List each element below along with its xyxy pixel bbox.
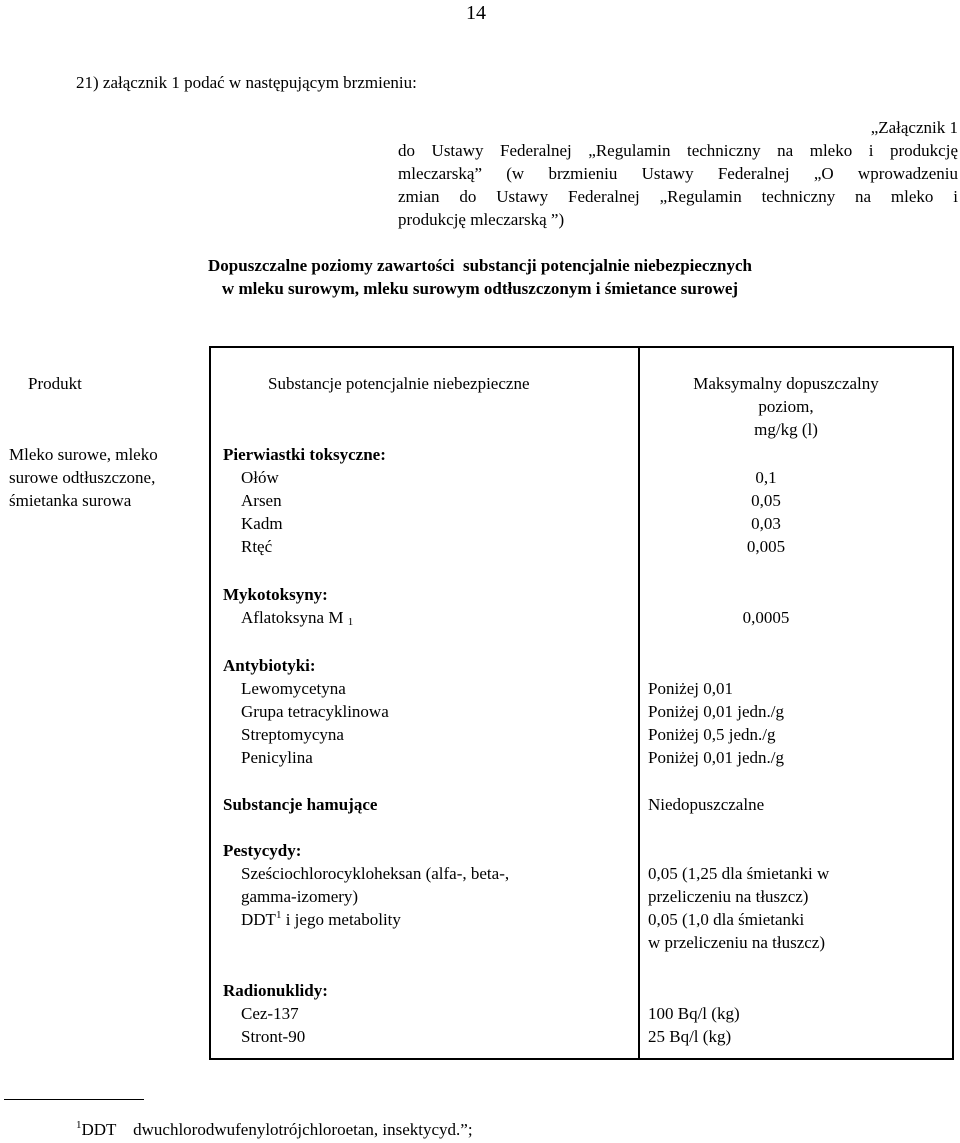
limit-value: Niedopuszczalne — [648, 795, 765, 814]
limit-value: 25 Bq/l (kg) — [648, 1027, 732, 1046]
substance-name: Streptomycyna — [241, 725, 344, 744]
substance-name: Sześciochlorocykloheksan (alfa-, beta-, — [241, 864, 510, 883]
header-max-level — [642, 372, 930, 441]
title-line: Dopuszczalne poziomy zawartości substancji potencjalnie niebezpiecznych — [208, 256, 752, 275]
limit-value: 0,005 — [746, 537, 786, 556]
page-number: 14 — [466, 2, 486, 24]
header-substances: Substancje potencjalnie niebezpieczne — [268, 374, 530, 393]
product-line: Mleko surowe, mleko — [9, 445, 158, 464]
substance-name: Aflatoksyna M $_1$ — [241, 608, 354, 628]
table-border-top — [209, 346, 954, 348]
product-line: śmietanka surowa — [9, 491, 132, 510]
substance-name: Ołów — [241, 468, 279, 487]
limit-value: 0,0005 — [742, 608, 790, 627]
substance-name: Kadm — [241, 514, 283, 533]
limit-value: 0,05 (1,25 dla śmietanki w — [648, 864, 830, 883]
substance-name: Arsen — [241, 491, 282, 510]
product-line: surowe odtłuszczone, — [9, 468, 156, 487]
limit-value: Poniżej 0,5 jedn./g — [648, 725, 776, 744]
substance-name: Cez-137 — [241, 1004, 299, 1023]
substance-name: Stront-90 — [241, 1027, 306, 1046]
limit-value: w przeliczeniu na tłuszcz) — [648, 933, 825, 952]
limit-value: 0,03 — [751, 514, 781, 533]
product-cell — [9, 443, 209, 512]
header-max-line: Maksymalny dopuszczalny — [693, 374, 879, 393]
substance-name: Grupa tetracyklinowa — [241, 702, 389, 721]
group-title-inhibitors: Substancje hamujące — [223, 795, 378, 814]
limit-value: Poniżej 0,01 jedn./g — [648, 702, 784, 721]
document-title — [0, 254, 960, 300]
annex-header-line: zmian do Ustawy Federalnej „Regulamin techniczny na mleko i — [398, 187, 958, 206]
intro-paragraph: 21) załącznik 1 podać w następującym brzmieniu: — [76, 73, 417, 92]
limit-value: przeliczeniu na tłuszcz) — [648, 887, 809, 906]
group-title-mycotoxins: Mykotoksyny: — [223, 585, 328, 604]
substance-name: gamma-izomery) — [241, 887, 359, 906]
table-border-bottom — [209, 1058, 954, 1060]
title-line: w mleku surowym, mleku surowym odtłuszczonym i śmietance surowej — [221, 279, 739, 298]
header-max-line: mg/kg (l) — [754, 420, 818, 439]
substance-name: Lewomycetyna — [241, 679, 346, 698]
substance-name: Penicylina — [241, 748, 313, 767]
group-title-toxic-elements: Pierwiastki toksyczne: — [223, 445, 386, 464]
table-border-right — [952, 346, 954, 1060]
header-product: Produkt — [28, 374, 82, 393]
annex-header-line: do Ustawy Federalnej „Regulamin techniczny na mleko i produkcję — [398, 141, 958, 160]
annex-header — [398, 116, 958, 231]
footnote-text: DDT dwuchlorodwufenylotrójchloroetan, insektycyd.”; — [81, 1120, 473, 1139]
group-title-pesticides: Pestycydy: — [223, 841, 302, 860]
annex-header-line: mleczarską” (w brzmieniu Ustawy Federalnej „O wprowadzeniu — [398, 164, 958, 183]
substance-name: Rtęć — [241, 537, 273, 556]
limit-value: 0,05 (1,0 dla śmietanki — [648, 910, 805, 929]
footnote-separator — [4, 1099, 144, 1100]
header-max-line: poziom, — [758, 397, 814, 416]
limit-value: Poniżej 0,01 jedn./g — [648, 748, 784, 767]
group-title-antibiotics: Antybiotyki: — [223, 656, 316, 675]
table-divider — [209, 346, 211, 1060]
substance-name: DDT$^1$ i jego metabolity — [241, 909, 401, 929]
group-title-radionuclides: Radionuklidy: — [223, 981, 328, 1000]
limit-value: 100 Bq/l (kg) — [648, 1004, 740, 1023]
footnote-marker: 1 — [76, 1119, 82, 1131]
limit-value: Poniżej 0,01 — [648, 679, 733, 698]
annex-header-line: „Załącznik 1 — [870, 118, 958, 137]
annex-header-line: produkcję mleczarską ”) — [398, 210, 565, 229]
footnote — [76, 1118, 473, 1141]
limit-value: 0,05 — [751, 491, 781, 510]
limit-value: 0,1 — [755, 468, 777, 487]
table-divider — [638, 346, 640, 1060]
